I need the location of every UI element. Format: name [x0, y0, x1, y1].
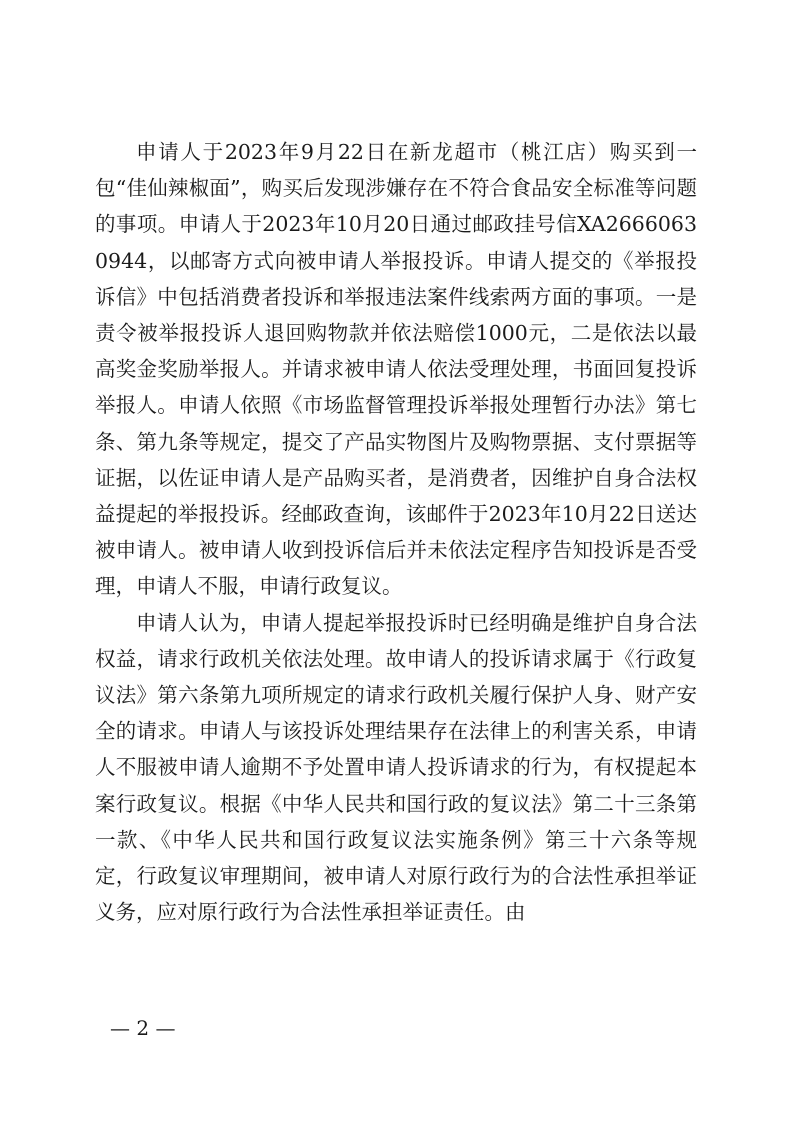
document-body [95, 134, 697, 930]
body-paragraph-1: 申请人于2023年9月22日在新龙超市（桃江店）购买到一包“佳仙辣椒面”，购买后发现涉嫌存在不符合食品安全标准等问题的事项。申请人于2023年10月20日通过邮政挂号信XA26660630944，以邮寄方式向被申请人举报投诉。申请人提交的《举报投诉信》中包括消费者投诉和举报违法案件线索两方面的事项。一是责令被举报投诉人退回购物款并依法赔偿1000元，二是依法以最高奖金奖励举报人。并请求被申请人依法受理处理，书面回复投诉举报人。申请人依照《市场监督管理投诉举报处理暂行办法》第七条、第九条等规定，提交了产品实物图片及购物票据、支付票据等证据，以佐证申请人是产品购买者，是消费者，因维护自身合法权益提起的举报投诉。经邮政查询，该邮件于2023年10月22日送达被申请人。被申请人收到投诉信后并未依法定程序告知投诉是否受理，申请人不服，申请行政复议。 [95, 140, 697, 599]
body-paragraph-2: 申请人认为，申请人提起举报投诉时已经明确是维护自身合法权益，请求行政机关依法处理。故申请人的投诉请求属于《行政复议法》第六条第九项所规定的请求行政机关履行保护人身、财产安全的请求。申请人与该投诉处理结果存在法律上的利害关系，申请人不服被申请人逾期不予处置申请人投诉请求的行为，有权提起本案行政复议。根据《中华人民共和国行政的复议法》第二十三条第一款、《中华人民共和国行政复议法实施条例》第三十六条等规定，行政复议审理期间，被申请人对原行政行为的合法性承担举证义务，应对原行政行为合法性承担举证责任。由 [95, 610, 697, 925]
page-number: — 2 — [110, 1016, 176, 1040]
